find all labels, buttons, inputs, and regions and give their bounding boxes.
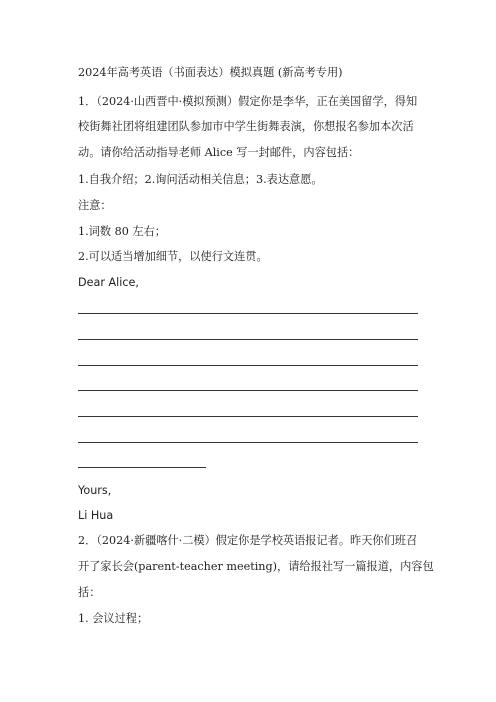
answer-line-3 xyxy=(78,365,418,366)
q1-note-label: 注意： xyxy=(78,199,112,212)
answer-line-2 xyxy=(78,339,418,340)
q1-line-3: 动。请你给活动指导老师 Alice 写一封邮件，内容包括： xyxy=(78,146,360,159)
q1-note-1: 1.词数 80 左右； xyxy=(78,225,166,238)
q1-closing: Yours, xyxy=(78,484,112,497)
q1-signature: Li Hua xyxy=(78,509,114,522)
document-title: 2024年高考英语（书面表达）模拟真题 (新高考专用) xyxy=(78,66,343,79)
q2-line-1: 2．（2024·新疆喀什·二模）假定你是学校英语报记者。昨天你们班召 xyxy=(78,534,418,547)
q1-note-2: 2.可以适当增加细节，以使行文连贯。 xyxy=(78,250,268,263)
q1-points: 1.自我介绍；2.询问活动相关信息；3.表达意愿。 xyxy=(78,173,323,186)
q1-line-1: 1．（2024·山西晋中·模拟预测）假定你是李华，正在美国留学，得知 xyxy=(78,95,418,108)
q2-item-1: 1. 会议过程； xyxy=(78,612,149,625)
answer-line-1 xyxy=(78,313,418,314)
answer-line-6 xyxy=(78,442,418,443)
answer-line-4 xyxy=(78,390,418,391)
q2-line-3: 括： xyxy=(78,586,101,599)
answer-line-7 xyxy=(78,467,206,468)
answer-line-5 xyxy=(78,416,418,417)
q2-line-2: 开了家长会(parent-teacher meeting)，请给报社写一篇报道，内容包 xyxy=(78,560,434,573)
q1-line-2: 校街舞社团将组建团队参加市中学生街舞表演，你想报名参加本次活 xyxy=(78,120,414,133)
q1-greeting: Dear Alice, xyxy=(78,276,139,289)
